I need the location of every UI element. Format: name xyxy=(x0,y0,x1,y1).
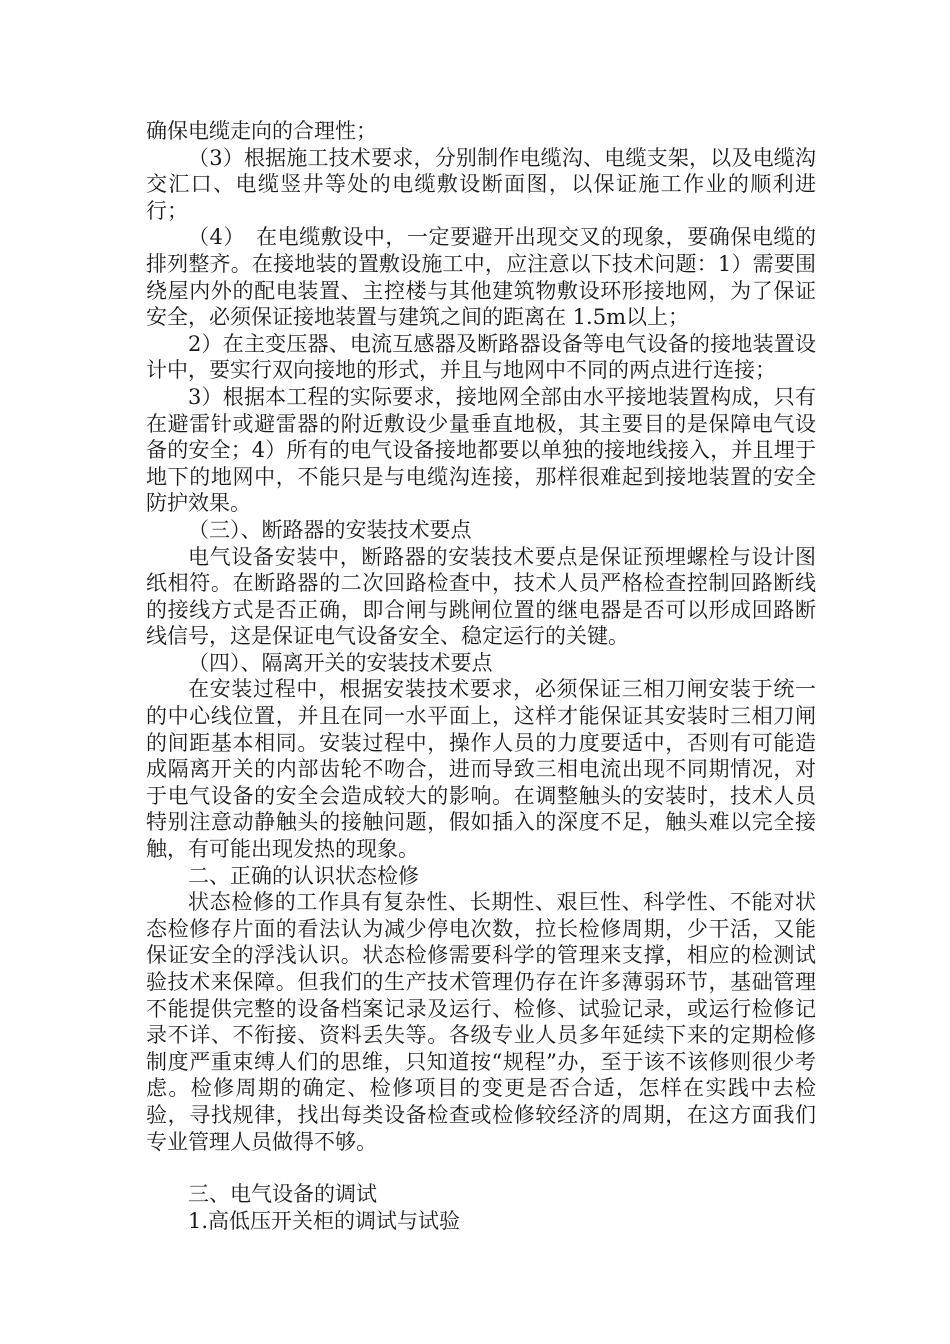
paragraph-disconnect-switch: 在安装过程中，根据安装技术要求，必须保证三相刀闸安装于统一的中心线位置，并且在同一水平面上，这样才能保证其安装时三相刀闸的间距基本相同。安装过程中，操作人员的力度要适中，否则有可能造成隔离开关的内部齿轮不吻合，进而导致三相电流出现不同期情况，对于电气设备的安全会造成较大的影响。在调整触头的安装时，技术人员特别注意动静触头的接触问题，假如插入的深度不足，触头难以完全接触，有可能出现发热的现象。 xyxy=(146,677,816,862)
section-heading-disconnect-switch: （四）、隔离开关的安装技术要点 xyxy=(188,650,493,675)
paragraph-item-4-grounding: （4） 在电缆敷设中，一定要避开出现交叉的现象，要确保电缆的排列整齐。在接地装的置敷设施工中，应注意以下技术问题：1）需要围绕屋内外的配电装置、主控楼与其他建筑物敷设环形接地网，为了保证安全，必须保证接地装置与建筑之间的距离在 1.5m以上； xyxy=(146,225,816,330)
subsection-heading-switchgear-testing: 1.高低压开关柜的调试与试验 xyxy=(188,1208,461,1233)
section-heading-condition-maintenance: 二、正确的认识状态检修 xyxy=(188,863,419,888)
paragraph-condition-maintenance: 状态检修的工作具有复杂性、长期性、艰巨性、科学性、不能对状态检修存片面的看法认为减少停电次数，拉长检修周期，少干活，又能保证安全的浮浅认识。状态检修需要科学的管理来支撑，相应的检测试验技术来保障。但我们的生产技术管理仍存在许多薄弱环节，基础管理不能提供完整的设备档案记录及运行、检修、试验记录，或运行检修记录不详、不衔接、资料丢失等。各级专业人员多年延续下来的定期检修制度严重束缚人们的思维，只知道按“规程”办，至于该不该修则很少考虑。检修周期的确定、检修项目的变更是否合适，怎样在实践中去检验，寻找规律，找出每类设备检查或检修较经济的周期，在这方面我们专业管理人员做得不够。 xyxy=(146,890,816,1154)
document-body xyxy=(146,118,816,1234)
paragraph-item-3-cable-trench: （3）根据施工技术要求，分别制作电缆沟、电缆支架，以及电缆沟交汇口、电缆竖井等处的电缆敷设断面图，以保证施工作业的顺利进行； xyxy=(146,145,816,223)
section-heading-equipment-commissioning: 三、电气设备的调试 xyxy=(188,1182,377,1207)
paragraph-circuit-breaker: 电气设备安装中，断路器的安装技术要点是保证预埋螺栓与设计图纸相符。在断路器的二次回路检查中，技术人员严格检查控制回路断线的接线方式是否正确，即合闸与跳闸位置的继电器是否可以形成回路断线信号，这是保证电气设备安全、稳定运行的关键。 xyxy=(146,544,816,649)
paragraph-grounding-point-2: 2）在主变压器、电流互感器及断路器设备等电气设备的接地装置设计中，要实行双向接地的形式，并且与地网中不同的两点进行连接； xyxy=(146,331,816,383)
paragraph-cable-routing-tail: 确保电缆走向的合理性； xyxy=(146,119,377,143)
blank-line xyxy=(146,1155,816,1181)
paragraph-grounding-point-3-4: 3）根据本工程的实际要求，接地网全部由水平接地装置构成，只有在避雷针或避雷器的附近敷设少量垂直地极，其主要目的是保障电气设备的安全；4）所有的电气设备接地都要以单独的接地线接入，并且埋于地下的地网中，不能只是与电缆沟连接，那样很难起到接地装置的安全防护效果。 xyxy=(146,384,816,516)
section-heading-circuit-breaker: （三）、断路器的安装技术要点 xyxy=(188,517,472,542)
